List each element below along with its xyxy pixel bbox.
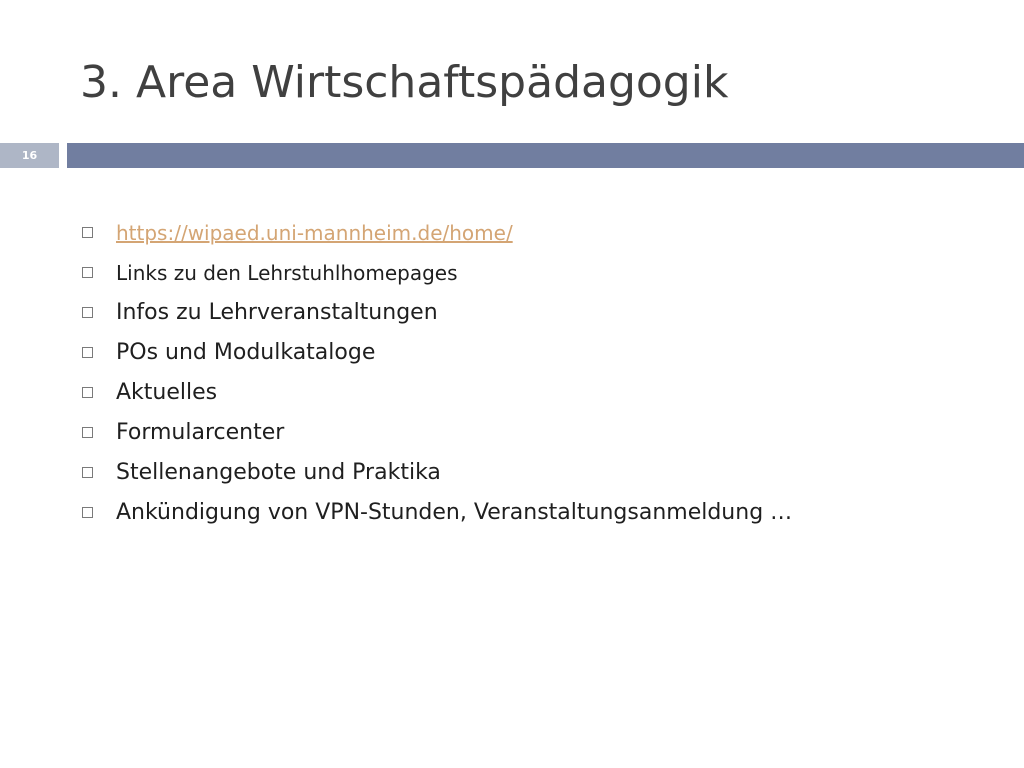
slide-title: 3. Area Wirtschaftspädagogik bbox=[80, 57, 729, 108]
list-item bbox=[80, 293, 792, 333]
list-item bbox=[80, 333, 792, 373]
list-item-link bbox=[80, 213, 792, 253]
list-item-text: Infos zu Lehrveranstaltungen bbox=[116, 300, 438, 325]
square-bullet-icon bbox=[82, 267, 93, 278]
bullet-list bbox=[80, 213, 792, 533]
square-bullet-icon bbox=[82, 227, 93, 238]
website-link[interactable]: https://wipaed.uni-mannheim.de/home/ bbox=[116, 221, 513, 245]
header-bar bbox=[67, 143, 1024, 168]
list-item-text: Aktuelles bbox=[116, 380, 218, 405]
list-item-text: Formularcenter bbox=[116, 420, 285, 445]
square-bullet-icon bbox=[82, 427, 93, 438]
square-bullet-icon bbox=[82, 467, 93, 478]
page-number-badge bbox=[0, 143, 59, 168]
list-item bbox=[80, 373, 792, 413]
list-item-text: Links zu den Lehrstuhlhomepages bbox=[116, 261, 458, 285]
square-bullet-icon bbox=[82, 387, 93, 398]
square-bullet-icon bbox=[82, 507, 93, 518]
list-item-text: Ankündigung von VPN-Stunden, Veranstaltungsanmeldung … bbox=[116, 500, 793, 525]
list-item bbox=[80, 413, 792, 453]
square-bullet-icon bbox=[82, 307, 93, 318]
list-item bbox=[80, 493, 792, 533]
square-bullet-icon bbox=[82, 347, 93, 358]
list-item-text: Stellenangebote und Praktika bbox=[116, 460, 441, 485]
page-number: 16 bbox=[21, 149, 38, 162]
list-item bbox=[80, 453, 792, 493]
list-item-text: POs und Modulkataloge bbox=[116, 340, 376, 365]
list-item bbox=[80, 253, 792, 293]
